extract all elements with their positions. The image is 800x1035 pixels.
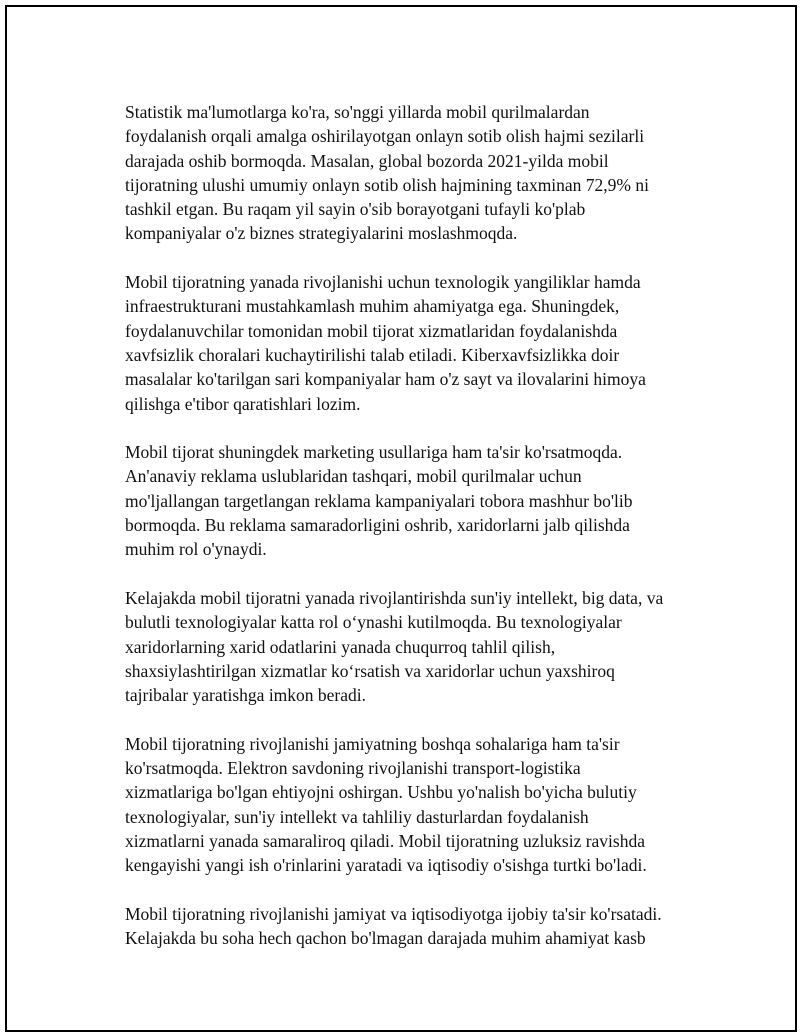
text-line: Kelajakda bu soha hech qachon bo'lmagan darajada muhim ahamiyat kasb <box>125 928 646 949</box>
text-line: Mobil tijoratning yanada rivojlanishi uchun texnologik yangiliklar hamda <box>125 272 641 293</box>
text-line: tashkil etgan. Bu raqam yil sayin o'sib borayotgani tufayli ko'plab <box>125 199 586 220</box>
text-line: An'anaviy reklama uslublaridan tashqari, mobil qurilmalar uchun <box>125 466 582 487</box>
text-line: texnologiyalar, sun'iy intellekt va tahliliy dasturlardan foydalanish <box>125 806 589 827</box>
text-line: bormoqda. Bu reklama samaradorligini oshrib, xaridorlarni jalb qilishda <box>125 515 630 536</box>
paragraph-2 <box>125 270 725 416</box>
text-line: muhim rol o'ynaydi. <box>125 539 267 560</box>
text-line: Kelajakda mobil tijoratni yanada rivojlantirishda sun'iy intellekt, big data, va <box>125 587 664 608</box>
text-line: tijoratning ulushi umumiy onlayn sotib olish hajmining taxminan 72,9% ni <box>125 174 650 195</box>
text-line: shaxsiylashtirilgan xizmatlar ko‘rsatish va xaridorlar uchun yaxshiroq <box>125 660 615 681</box>
text-line: xizmatlarni yanada samaraliroq qiladi. Mobil tijoratning uzluksiz ravishda <box>125 830 645 851</box>
document-page <box>5 5 797 1032</box>
text-line: darajada oshib bormoqda. Masalan, global bozorda 2021-yilda mobil <box>125 150 609 171</box>
text-line: tajribalar yaratishga imkon beradi. <box>125 685 367 706</box>
text-line: foydalanish orqali amalga oshirilayotgan onlayn sotib olish hajmi sezilarli <box>125 126 645 147</box>
text-line: bulutli texnologiyalar katta rol o‘ynashi kutilmoqda. Bu texnologiyalar <box>125 612 622 633</box>
document-body <box>125 100 725 975</box>
text-line: xavfsizlik choralari kuchaytirilishi talab etiladi. Kiberxavfsizlikka doir <box>125 344 620 365</box>
text-line: foydalanuvchilar tomonidan mobil tijorat xizmatlaridan foydalanishda <box>125 320 618 341</box>
text-line: xaridorlarning xarid odatlarini yanada chuqurroq tahlil qilish, <box>125 636 556 657</box>
text-line: Statistik ma'lumotlarga ko'ra, so'nggi yillarda mobil qurilmalardan <box>125 102 590 122</box>
text-line: Mobil tijorat shuningdek marketing usullariga ham ta'sir ko'rsatmoqda. <box>125 442 623 463</box>
text-line: masalalar ko'tarilgan sari kompaniyalar ham o'z sayt va ilovalarini himoya <box>125 369 646 390</box>
text-line: mo'ljallangan targetlangan reklama kampaniyalari tobora mashhur bo'lib <box>125 490 633 511</box>
paragraph-5 <box>125 732 725 878</box>
paragraph-1 <box>125 100 725 246</box>
text-line: xizmatlariga bo'lgan ehtiyojni oshirgan. Ushbu yo'nalish bo'yicha bulutiy <box>125 782 637 803</box>
text-line: Mobil tijoratning rivojlanishi jamiyatning boshqa sohalariga ham ta'sir <box>125 733 620 754</box>
text-line: infraestrukturani mustahkamlash muhim ahamiyatga ega. Shuningdek, <box>125 296 620 317</box>
text-line: kompaniyalar o'z biznes strategiyalarini moslashmoqda. <box>125 223 518 244</box>
text-line: Mobil tijoratning rivojlanishi jamiyat va iqtisodiyotga ijobiy ta'sir ko'rsatadi. <box>125 903 662 924</box>
paragraph-6 <box>125 902 725 951</box>
text-line: qilishga e'tibor qaratishlari lozim. <box>125 393 361 414</box>
text-line: ko'rsatmoqda. Elektron savdoning rivojlanishi transport-logistika <box>125 758 581 779</box>
text-line: kengayishi yangi ish o'rinlarini yaratadi va iqtisodiy o'sishga turtki bo'ladi. <box>125 855 647 876</box>
paragraph-3 <box>125 440 725 561</box>
paragraph-4 <box>125 586 725 707</box>
